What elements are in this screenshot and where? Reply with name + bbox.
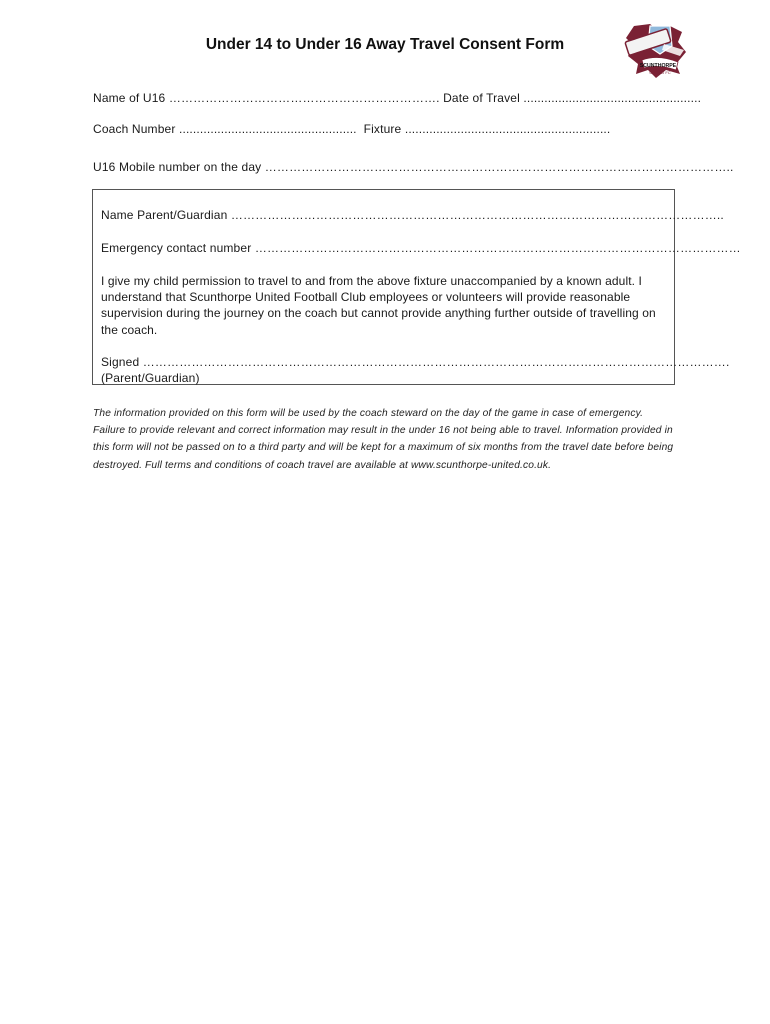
name-of-u16-field[interactable]: Name of U16 …………………………………………………………. Date of Travel ................................................... [93, 91, 702, 105]
coach-number-fixture-field[interactable]: Coach Number ................................................... Fixture ........................................................... [93, 122, 611, 136]
club-crest-wordmark: SCUNTHORPE [639, 63, 677, 69]
club-crest-subtext: UNITED FC [649, 70, 671, 75]
u16-mobile-field[interactable]: U16 Mobile number on the day …………………………………………………………………………………………………….. [93, 160, 734, 174]
parent-guardian-name-field[interactable]: Name Parent/Guardian ………………………………………………………………………………………………………….. [101, 208, 724, 222]
signature-label: (Parent/Guardian) [101, 371, 200, 385]
emergency-contact-field[interactable]: Emergency contact number ………………………………………………………………………………………………………… [101, 241, 741, 255]
privacy-footnote: The information provided on this form will be used by the coach steward on the day of the game in case of emergency. Failure to provide relevant and correct information may result in the under 16 not being able to travel. Information provided in this form will not be passed on to a third party and will be kept for a maximum of six months from the travel date before being destroyed. Full terms and conditions of coach travel are available at www.scunthorpe-united.co.uk. [93, 408, 674, 471]
club-crest-logo [620, 20, 696, 80]
parent-guardian-section [92, 189, 741, 385]
consent-statement: I give my child permission to travel to and from the above fixture unaccompanied by a known adult. I understand that Scunthorpe United Football Club employees or volunteers will provide reasonable supervision during the journey on the coach but cannot provide anything further outside of travelling on the coach. [101, 274, 656, 337]
form-title: Under 14 to Under 16 Away Travel Consent Form [205, 36, 565, 53]
signature-field[interactable]: Signed ………………………………………………………………………………………………………………………………. [101, 355, 730, 369]
